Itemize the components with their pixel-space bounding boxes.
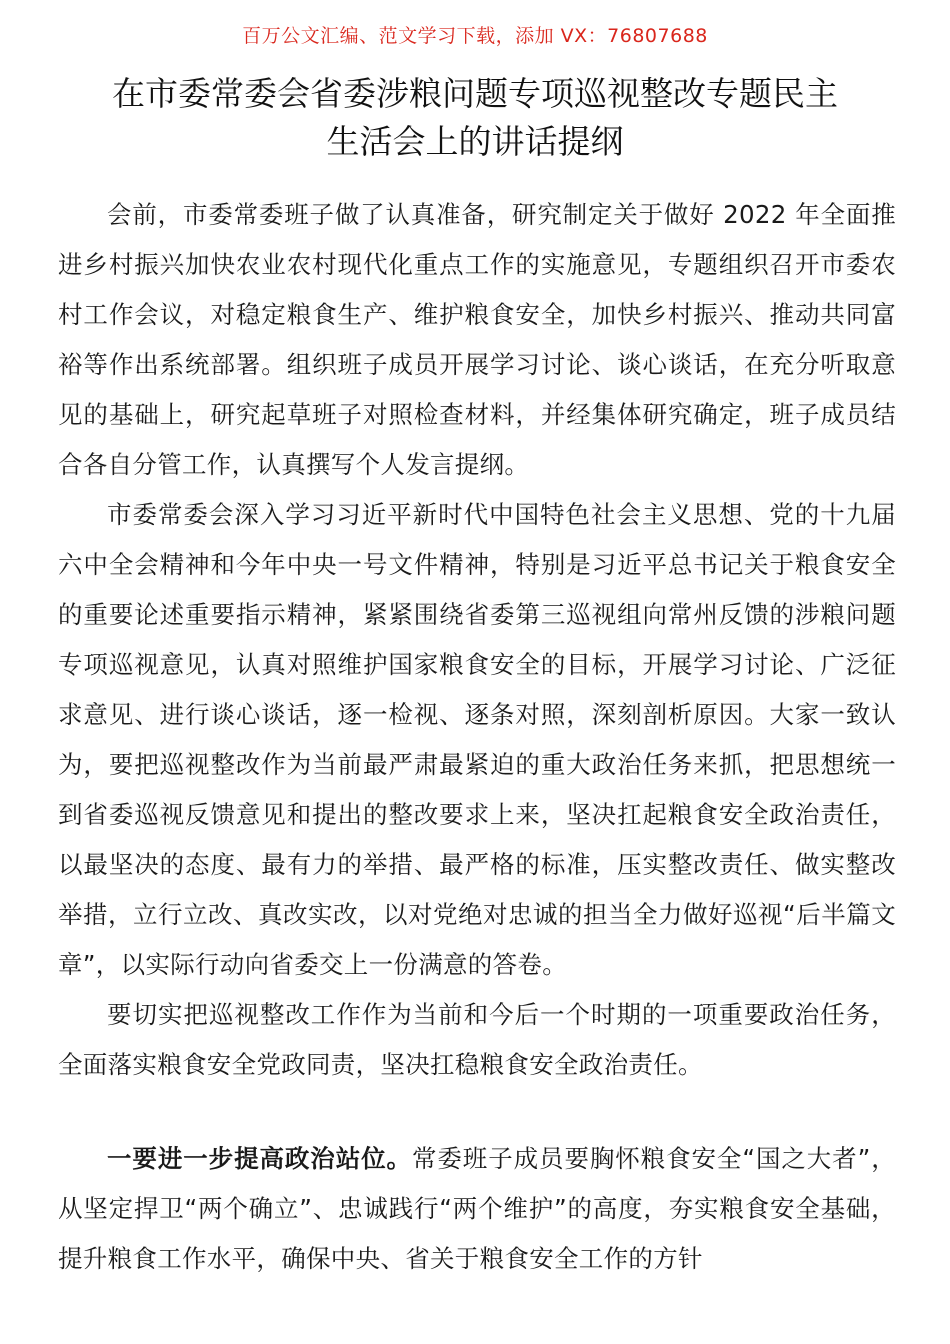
title-line-2: 生活会上的讲话提纲 — [326, 122, 624, 161]
point-1-text: 常委班子成员要胸怀粮食安全“国之大者”，从坚定捍卫“两个确立”、忠诚践行“两个维护”的高度，夯实粮食安全基础，提升粮食工作水平，确保中央、省关于粮食安全工作的方针 — [58, 1144, 896, 1273]
header-notice: 百万公文汇编、范文学习下载，添加 VX：76807688 — [242, 25, 708, 47]
document-title — [60, 70, 890, 166]
point-1-lead: 一要进一步提高政治站位。 — [107, 1144, 412, 1173]
document-body — [58, 190, 896, 1284]
title-line-1: 在市委常委会省委涉粮问题专项巡视整改专题民主 — [112, 74, 838, 113]
paragraph-preparation: 会前，市委常委班子做了认真准备，研究制定关于做好 2022 年全面推进乡村振兴加快农业农村现代化重点工作的实施意见，专题组织召开市委农村工作会议，对稳定粮食生产、维护粮食安全，加快乡村振兴、推动共同富裕等作出系统部署。组织班子成员开展学习讨论、谈心谈话，在充分听取意见的基础上，研究起草班子对照检查材料，并经集体研究确定，班子成员结合各自分管工作，认真撰写个人发言提纲。 — [58, 200, 896, 479]
paragraph-gap — [58, 1090, 896, 1134]
paragraph-task: 要切实把巡视整改工作作为当前和今后一个时期的一项重要政治任务，全面落实粮食安全党政同责，坚决扛稳粮食安全政治责任。 — [58, 1000, 896, 1079]
paragraph-study: 市委常委会深入学习习近平新时代中国特色社会主义思想、党的十九届六中全会精神和今年中央一号文件精神，特别是习近平总书记关于粮食安全的重要论述重要指示精神，紧紧围绕省委第三巡视组向常州反馈的涉粮问题专项巡视意见，认真对照维护国家粮食安全的目标，开展学习讨论、广泛征求意见、进行谈心谈话，逐一检视、逐条对照，深刻剖析原因。大家一致认为，要把巡视整改作为当前最严肃最紧迫的重大政治任务来抓，把思想统一到省委巡视反馈意见和提出的整改要求上来，坚决扛起粮食安全政治责任，以最坚决的态度、最有力的举措、最严格的标准，压实整改责任、做实整改举措，立行立改、真改实改，以对党绝对忠诚的担当全力做好巡视“后半篇文章”，以实际行动向省委交上一份满意的答卷。 — [58, 500, 896, 979]
paragraph-point-1 — [58, 1134, 896, 1284]
